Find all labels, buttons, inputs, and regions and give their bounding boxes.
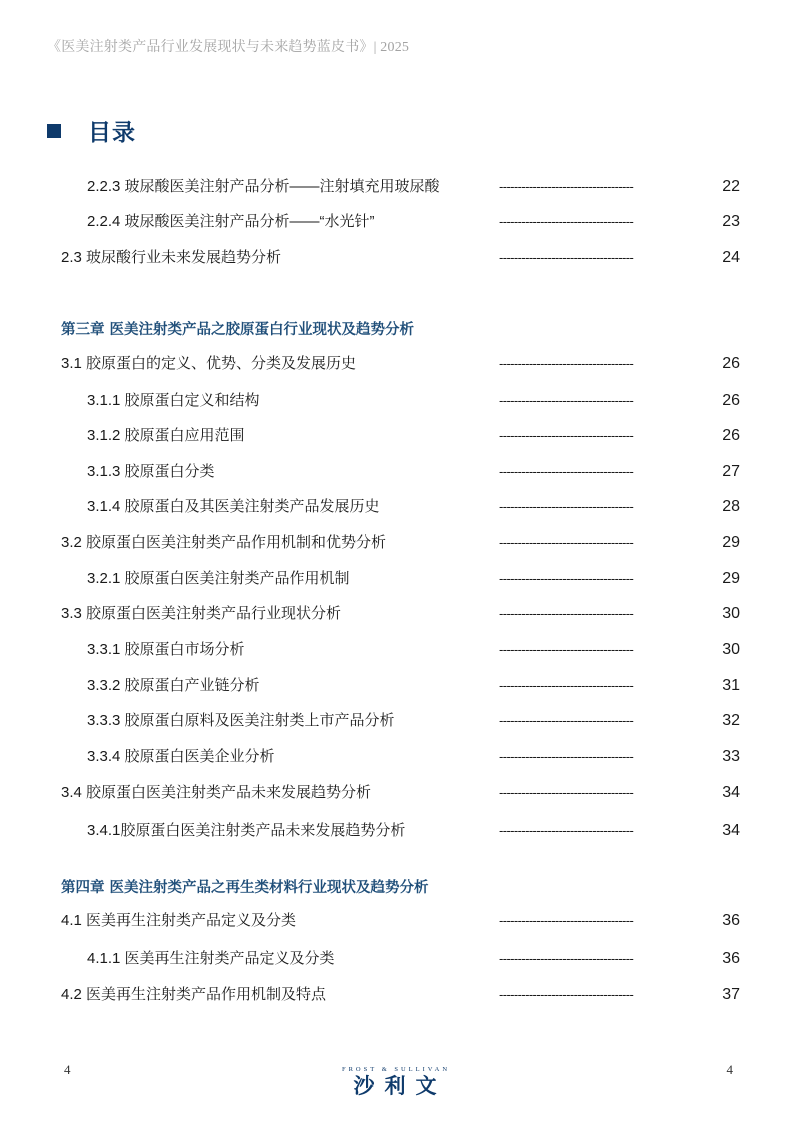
toc-entry-title: 4.2 医美再生注射类产品作用机制及特点 [61,986,327,1003]
dot-leader: ------------------------------------ [499,785,634,800]
toc-entry-title: 3.3.2 胶原蛋白产业链分析 [87,677,260,694]
toc-heading [47,114,136,147]
dot-leader: ------------------------------------ [499,428,634,443]
toc-entry[interactable] [0,461,790,483]
dot-leader: ------------------------------------ [499,987,634,1002]
footer-page-number-right: 4 [726,1062,733,1077]
toc-entry-page: 24 [722,249,740,266]
dot-leader: ------------------------------------ [499,678,634,693]
toc-title: 目录 [88,119,136,146]
toc-entry-page: 27 [722,463,740,480]
toc-entry-title: 4.1.1 医美再生注射类产品定义及分类 [87,950,335,967]
toc-entry[interactable] [0,425,790,447]
toc-entry-title: 3.3.3 胶原蛋白原料及医美注射类上市产品分析 [87,712,395,729]
logo-english-text: FROST & SULLIVAN [341,1066,451,1073]
toc-entry[interactable] [0,820,790,842]
toc-entry-title: 2.3 玻尿酸行业未来发展趋势分析 [61,249,282,266]
dot-leader: ------------------------------------ [499,951,634,966]
toc-entry-title: 3.3.4 胶原蛋白医美企业分析 [87,748,275,765]
toc-entry[interactable] [0,710,790,732]
dot-leader: ------------------------------------ [499,535,634,550]
toc-entry-page: 34 [722,822,740,839]
running-header-title: 《医美注射类产品行业发展现状与未来趋势蓝皮书》| 2025 [47,40,410,55]
toc-entry[interactable] [0,948,790,970]
toc-entry[interactable] [0,639,790,661]
toc-entry[interactable] [0,353,790,375]
toc-entry[interactable] [0,496,790,518]
toc-entry[interactable] [0,211,790,233]
square-bullet-icon [47,124,61,138]
toc-entry-page: 26 [722,427,740,444]
dot-leader: ------------------------------------ [499,913,634,928]
chapter-heading-3[interactable]: 第三章 医美注射类产品之胶原蛋白行业现状及趋势分析 [61,321,415,338]
toc-entry-title: 3.3 胶原蛋白医美注射类产品行业现状分析 [61,605,342,622]
toc-entry-title: 3.1.1 胶原蛋白定义和结构 [87,392,260,409]
toc-entry-page: 26 [722,392,740,409]
toc-entry-title: 2.2.3 玻尿酸医美注射产品分析——注射填充用玻尿酸 [87,178,440,195]
dot-leader: ------------------------------------ [499,214,634,229]
toc-entry-title: 2.2.4 玻尿酸医美注射产品分析——“水光针” [87,213,375,230]
toc-entry[interactable] [0,782,790,804]
toc-entry-page: 36 [722,950,740,967]
toc-entry-page: 29 [722,570,740,587]
toc-entry-title: 3.4.1胶原蛋白医美注射类产品未来发展趋势分析 [87,822,406,839]
toc-entry-title: 3.1.3 胶原蛋白分类 [87,463,215,480]
dot-leader: ------------------------------------ [499,356,634,371]
toc-entry[interactable] [0,984,790,1006]
toc-entry[interactable] [0,568,790,590]
toc-entry-page: 33 [722,748,740,765]
toc-entry-title: 3.4 胶原蛋白医美注射类产品未来发展趋势分析 [61,784,372,801]
toc-entry-title: 3.1.4 胶原蛋白及其医美注射类产品发展历史 [87,498,380,515]
toc-entry-page: 26 [722,355,740,372]
toc-entry[interactable] [0,247,790,269]
dot-leader: ------------------------------------ [499,393,634,408]
dot-leader: ------------------------------------ [499,642,634,657]
toc-entry[interactable] [0,746,790,768]
toc-entry-page: 28 [722,498,740,515]
toc-entry-page: 36 [722,912,740,929]
toc-entry-title: 3.3.1 胶原蛋白市场分析 [87,641,245,658]
toc-entry-title: 3.1 胶原蛋白的定义、优势、分类及发展历史 [61,355,357,372]
dot-leader: ------------------------------------ [499,571,634,586]
toc-entry-page: 34 [722,784,740,801]
toc-entry-title: 3.2 胶原蛋白医美注射类产品作用机制和优势分析 [61,534,387,551]
dot-leader: ------------------------------------ [499,179,634,194]
toc-entry-page: 22 [722,178,740,195]
dot-leader: ------------------------------------ [499,464,634,479]
toc-entry-page: 32 [722,712,740,729]
toc-entry[interactable] [0,603,790,625]
toc-entry-page: 37 [722,986,740,1003]
dot-leader: ------------------------------------ [499,606,634,621]
dot-leader: ------------------------------------ [499,749,634,764]
toc-entry[interactable] [0,390,790,412]
toc-entry[interactable] [0,532,790,554]
toc-entry-title: 4.1 医美再生注射类产品定义及分类 [61,912,297,929]
dot-leader: ------------------------------------ [499,713,634,728]
chapter-heading-4[interactable]: 第四章 医美注射类产品之再生类材料行业现状及趋势分析 [61,879,429,896]
toc-entry-page: 30 [722,641,740,658]
toc-entry-page: 29 [722,534,740,551]
toc-entry-title: 3.1.2 胶原蛋白应用范围 [87,427,245,444]
toc-entry-page: 31 [722,677,740,694]
frost-sullivan-logo [334,1066,458,1099]
toc-entry-page: 23 [722,213,740,230]
dot-leader: ------------------------------------ [499,499,634,514]
toc-entry-page: 30 [722,605,740,622]
toc-entry[interactable] [0,176,790,198]
dot-leader: ------------------------------------ [499,823,634,838]
toc-entry[interactable] [0,910,790,932]
toc-entry[interactable] [0,675,790,697]
footer-page-number-left: 4 [64,1062,71,1077]
toc-entry-title: 3.2.1 胶原蛋白医美注射类产品作用机制 [87,570,350,587]
logo-chinese-text: 沙利文 [353,1074,447,1098]
dot-leader: ------------------------------------ [499,250,634,265]
